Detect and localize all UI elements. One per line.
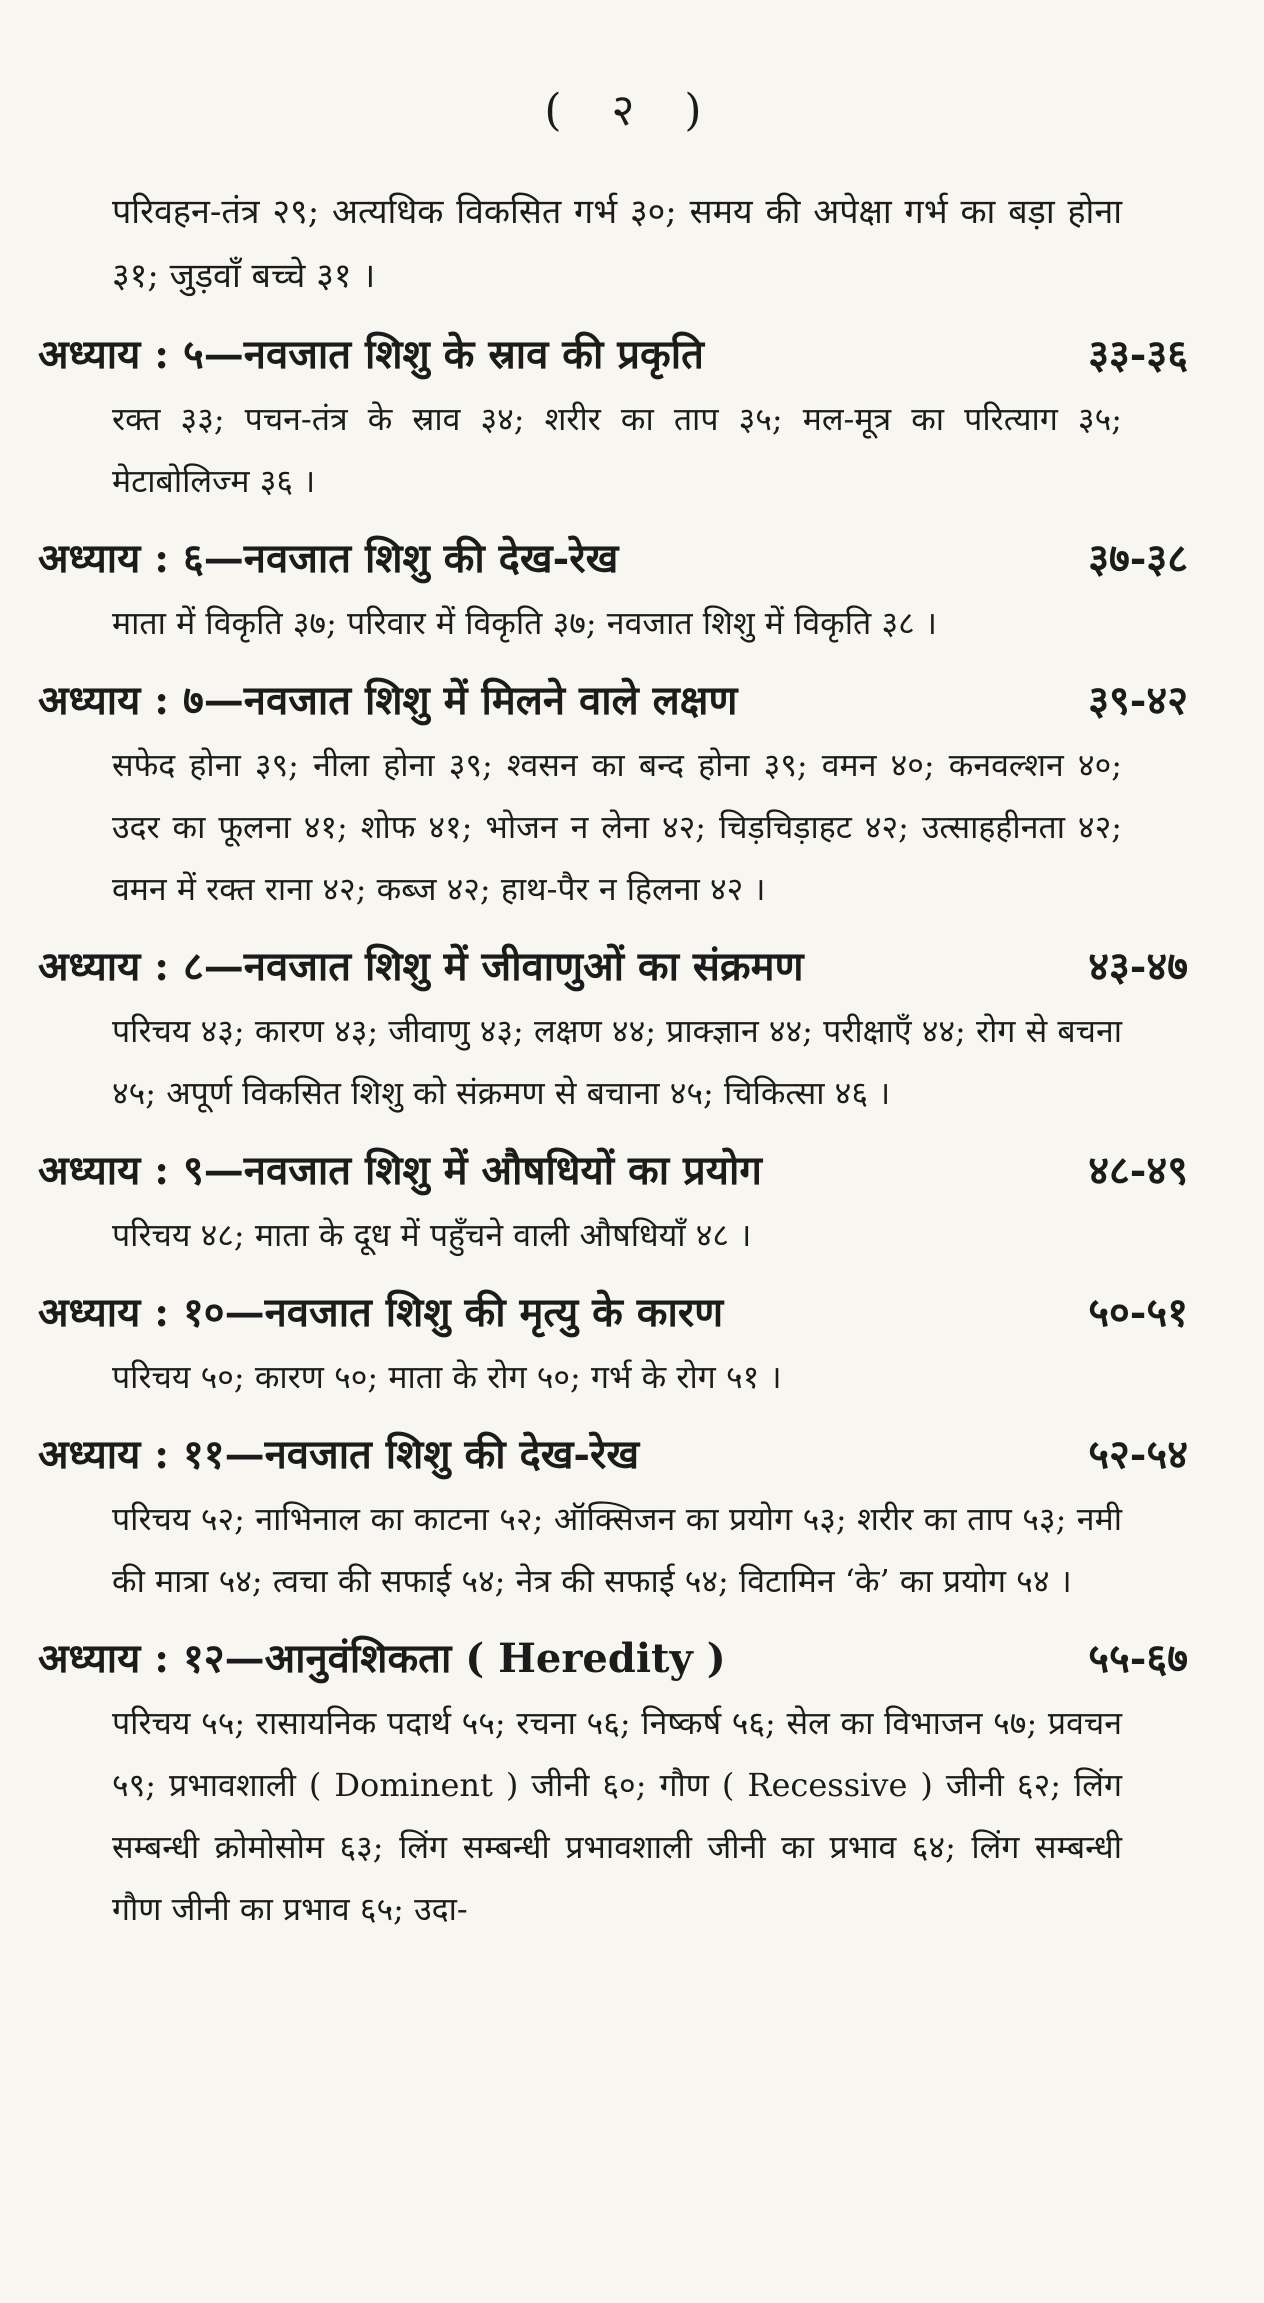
chapter-topics: सफेद होना ३९; नीला होना ३९; श्वसन का बन्द होना ३९; वमन ४०; कनवल्शन ४०; उदर का फूलना ४१; शोफ ४१; भोजन न लेना ४२; चिड़चिड़ाहट ४२; उत्साहहीनता ४२; वमन में रक्त राना ४२; कब्ज ४२; हाथ-पैर न हिलना ४२ । [112, 746, 1122, 908]
chapter-topics: परिचय ५५; रासायनिक पदार्थ ५५; रचना ५६; निष्कर्ष ५६; सेल का विभाजन ५७; प्रवचन ५९; प्रभावशाली ( Dominent ) जीनी ६०; गौण ( Recessive ) जीनी ६२; लिंग सम्बन्धी क्रोमोसोम ६३; लिंग सम्बन्धी प्रभावशाली जीनी का प्रभाव ६४; लिंग सम्बन्धी गौण जीनी का प्रभाव ६५; उदा- [112, 1704, 1122, 1928]
chapter-page-range: ५२-५४ [1088, 1431, 1188, 1478]
chapter-topics: परिचय ४८; माता के दूध में पहुँचने वाली औषधियाँ ४८ । [112, 1216, 752, 1254]
chapter-heading [38, 322, 1188, 388]
chapter-heading [38, 1138, 1188, 1204]
chapter-topics: रक्त ३३; पचन-तंत्र के स्राव ३४; शरीर का ताप ३५; मल-मूत्र का परित्याग ३५; मेटाबोलिज्म ३६ । [112, 400, 1122, 500]
chapter-title: अध्याय : ६—नवजात शिशु की देख-रेख [38, 535, 619, 582]
chapter-heading [38, 1626, 1188, 1692]
chapter-title: अध्याय : १२—आनुवंशिकता ( Heredity ) [38, 1635, 726, 1682]
chapter-heading [38, 1280, 1188, 1346]
chapter-page-range: ३३-३६ [1088, 331, 1188, 378]
chapter-heading [38, 526, 1188, 592]
chapter-topics: परिचय ५२; नाभिनाल का काटना ५२; ऑक्सिजन का प्रयोग ५३; शरीर का ताप ५३; नमी की मात्रा ५४; त्वचा की सफाई ५४; नेत्र की सफाई ५४; विटामिन ‘के’ का प्रयोग ५४ । [112, 1500, 1122, 1600]
table-of-contents [0, 180, 1264, 1940]
chapter-entry [0, 1422, 1264, 1612]
continued-topics: परिवहन-तंत्र २९; अत्यधिक विकसित गर्भ ३०; समय की अपेक्षा गर्भ का बड़ा होना ३१; जुड़वाँ बच्चे ३१ । [112, 192, 1122, 296]
chapter-entry [0, 668, 1264, 920]
chapter-heading [38, 1422, 1188, 1488]
chapter-topics: परिचय ४३; कारण ४३; जीवाणु ४३; लक्षण ४४; प्राक्ज्ञान ४४; परीक्षाएँ ४४; रोग से बचना ४५; अपूर्ण विकसित शिशु को संक्रमण से बचाना ४५; चिकित्सा ४६ । [112, 1012, 1123, 1112]
chapter-topics: माता में विकृति ३७; परिवार में विकृति ३७; नवजात शिशु में विकृति ३८ । [112, 604, 938, 642]
chapter-entry [0, 1280, 1264, 1408]
chapter-page-range: ३७-३८ [1088, 535, 1188, 582]
chapter-page-range: ४३-४७ [1088, 943, 1188, 990]
chapter-title: अध्याय : १०—नवजात शिशु की मृत्यु के कारण [38, 1289, 724, 1336]
chapter-entry [0, 322, 1264, 512]
chapter-page-range: ५०-५१ [1088, 1289, 1188, 1336]
chapter-title: अध्याय : ११—नवजात शिशु की देख-रेख [38, 1431, 640, 1478]
chapter-entry [0, 1626, 1264, 1940]
chapter-title: अध्याय : ५—नवजात शिशु के स्राव की प्रकृति [38, 331, 704, 378]
chapter-heading [38, 934, 1188, 1000]
chapter-entry [0, 1138, 1264, 1266]
chapter-entry [0, 526, 1264, 654]
chapter-title: अध्याय : ९—नवजात शिशु में औषधियों का प्रयोग [38, 1147, 762, 1194]
chapter-title: अध्याय : ८—नवजात शिशु में जीवाणुओं का संक्रमण [38, 943, 804, 990]
chapter-title: अध्याय : ७—नवजात शिशु में मिलने वाले लक्षण [38, 677, 738, 724]
chapter-entry [0, 934, 1264, 1124]
page-number: ( २ ) [544, 85, 720, 136]
chapter-page-range: ५५-६७ [1088, 1635, 1188, 1682]
chapter-topics: परिचय ५०; कारण ५०; माता के रोग ५०; गर्भ के रोग ५१ । [112, 1358, 782, 1396]
chapter-page-range: ४८-४९ [1088, 1147, 1188, 1194]
chapter-page-range: ३९-४२ [1088, 677, 1188, 724]
chapter-heading [38, 668, 1188, 734]
